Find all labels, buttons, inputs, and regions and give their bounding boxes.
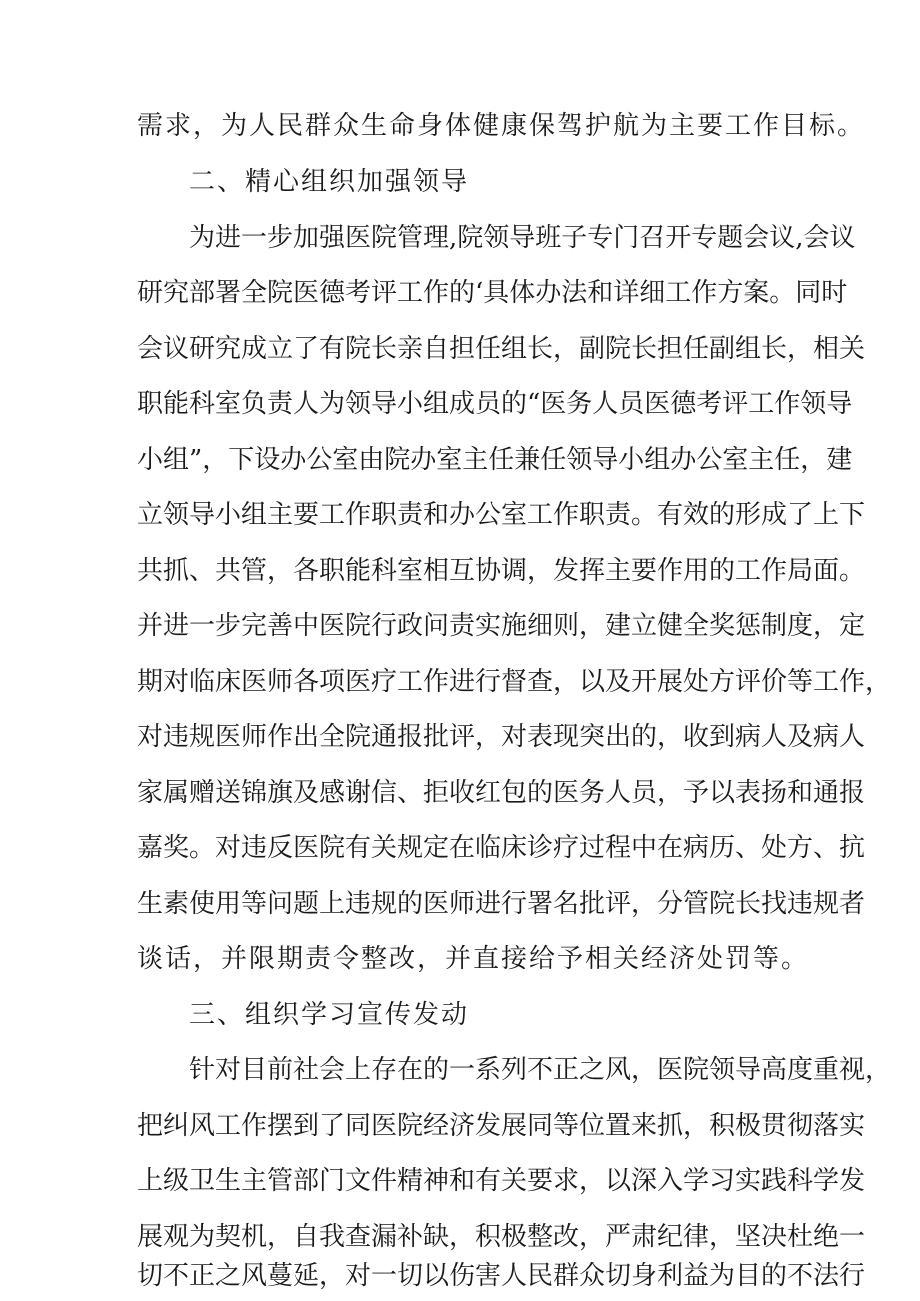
paragraph-line: 需求，为人民群众生命身体健康保驾护航为主要工作目标。 — [137, 111, 866, 141]
paragraph-line: 研究部署全院医德考评工作的‘具体办法和详细工作方案。同时 — [137, 278, 848, 308]
section-heading-2: 二、精心组织加强领导 — [189, 167, 470, 197]
paragraph-line: 谈话，并限期责令整改，并直接给予相关经济处罚等。 — [137, 944, 810, 974]
paragraph-line: 生素使用等问题上违规的医师进行署名批评，分管院长找违规者 — [137, 889, 866, 919]
paragraph-line: 职能科室负责人为领导小组成员的“医务人员医德考评工作领导 — [137, 389, 853, 419]
paragraph-line: 会议研究成立了有院长亲自担任组长，副院长担任副组长，相关 — [137, 334, 866, 364]
section-heading-3: 三、组织学习宣传发动 — [189, 1000, 470, 1030]
paragraph-line: 展观为契机，自我查漏补缺，积极整改，严肃纪律，坚决杜绝一 — [137, 1222, 866, 1252]
paragraph-line: 对违规医师作出全院通报批评，对表现突出的，收到病人及病人 — [137, 722, 866, 752]
paragraph-line: 小组”，下设办公室由院办室主任兼任领导小组办公室主任，建 — [137, 445, 853, 475]
paragraph-line: 期对临床医师各项医疗工作进行督查，以及开展处方评价等工作， — [137, 667, 892, 697]
paragraph-line: 把纠风工作摆到了同医院经济发展同等位置来抓，积极贯彻落实 — [137, 1111, 866, 1141]
paragraph-line: 嘉奖。对违反医院有关规定在临床诊疗过程中在病历、处方、抗 — [137, 833, 866, 863]
paragraph-line: 并进一步完善中医院行政问责实施细则，建立健全奖惩制度，定 — [137, 611, 866, 641]
paragraph-line: 家属赠送锦旗及感谢信、拒收红包的医务人员，予以表扬和通报 — [137, 778, 866, 808]
paragraph-line: 为进一步加强医院管理,院领导班子专门召开专题会议,会议 — [189, 223, 856, 253]
paragraph-line: 切不正之风蔓延，对一切以伤害人民群众切身利益为目的不法行 — [137, 1261, 866, 1291]
paragraph-line: 针对目前社会上存在的一系列不正之风，医院领导高度重视， — [189, 1055, 892, 1085]
paragraph-line: 立领导小组主要工作职责和办公室工作职责。有效的形成了上下 — [137, 500, 866, 530]
paragraph-line: 共抓、共管，各职能科室相互协调，发挥主要作用的工作局面。 — [137, 556, 866, 586]
paragraph-line: 上级卫生主管部门文件精神和有关要求，以深入学习实践科学发 — [137, 1166, 866, 1196]
